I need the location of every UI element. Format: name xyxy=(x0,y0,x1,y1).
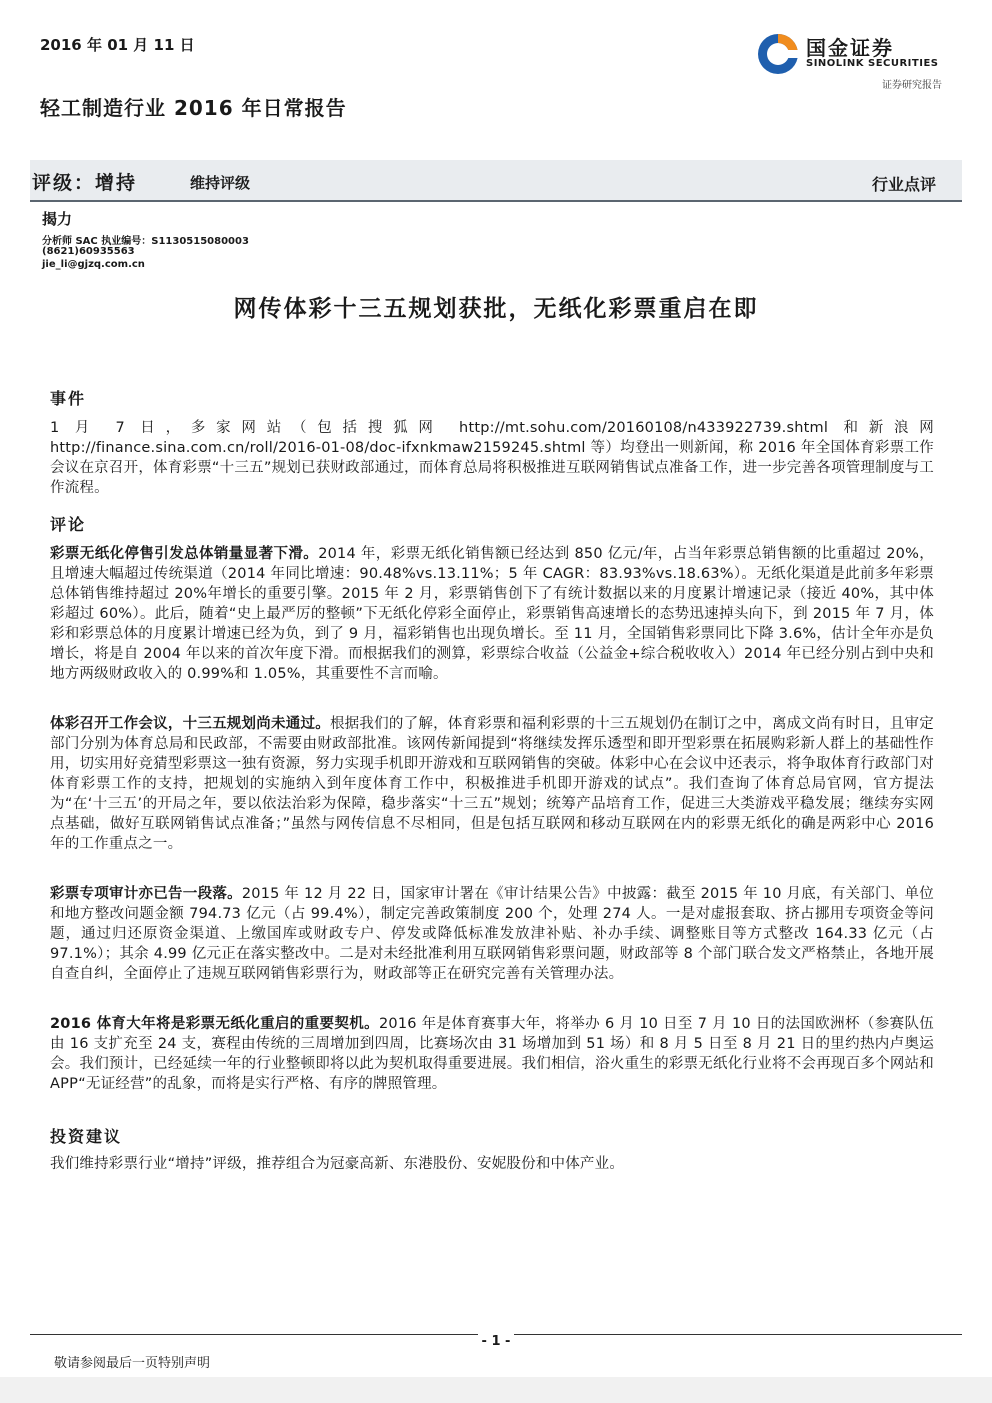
report-category: 行业点评 xyxy=(871,175,936,194)
company-logo xyxy=(756,30,946,92)
logo-subtitle: 证券研究报告 xyxy=(882,80,942,91)
page-number xyxy=(0,1334,992,1349)
logo-chinese-name: 国金证券 xyxy=(806,36,894,60)
page-number-text: - 1 - xyxy=(478,1334,515,1349)
comment-paragraph-2 xyxy=(50,714,934,854)
analyst-sac-number: 分析师 SAC 执业编号：S1130515080003 xyxy=(42,236,249,247)
report-series-title: 轻工制造行业 2016 年日常报告 xyxy=(40,96,347,120)
investment-paragraph: 我们维持彩票行业“增持”评级，推荐组合为冠豪高新、东港股份、安妮股份和中体产业。 xyxy=(50,1156,625,1172)
comment-paragraph-1 xyxy=(50,544,934,684)
analyst-phone: (8621)60935563 xyxy=(42,246,135,257)
comment-heading: 评论 xyxy=(50,515,87,534)
analyst-email[interactable]: jie_li@gjzq.com.cn xyxy=(42,259,145,270)
report-headline: 网传体彩十三五规划获批，无纸化彩票重启在即 xyxy=(233,296,759,322)
paragraph-3-text: 2015 年 12 月 22 日，国家审计署在《审计结果公告》中披露：截至 2015 年 10 月底，有关部门、单位和地方整改问题金额 794.73 亿元（占 99.4%），制定完善政策制度 200 个，处理 274 人。一是对虚报套取、挤占挪用专项资金等问题，通过归还原资金渠道、上缴国库或财政专户、停发或降低标准发放津补贴、补办手续、调整账目等方式整改 164.33 亿元（占 97.1%）；其余 4.99 亿元正在落实整改中。二是对未经批准利用互联网销售彩票问题，财政部等 8 个部门联合发文严格禁止，各地开展自查自纠，全面停止了违规互联网销售彩票行为，财政部等正在研究完善有关管理办法。 xyxy=(50,886,935,982)
rating-label: 评级：增持 xyxy=(32,172,138,194)
event-heading: 事件 xyxy=(50,389,87,408)
report-date: 2016 年 01 月 11 日 xyxy=(40,36,195,54)
paragraph-2-lead: 体彩召开工作会议，十三五规划尚未通过。 xyxy=(50,716,330,732)
paragraph-2-text: 根据我们的了解，体育彩票和福利彩票的十三五规划仍在制订之中，离成文尚有时日，且审定部门分别为体育总局和民政部，不需要由财政部批准。该网传新闻提到“将继续发挥乐透型和即开型彩票在拓展购彩新人群上的基础性作用，切实用好竞猜型彩票这一独有资源，努力实现手机即开游戏和互联网销售的突破。体彩中心在会议中还表示，将争取体育行政部门对体育彩票工作的支持，把规划的实施纳入到年度体育工作中，积极推进手机即开游戏的试点”。我们查询了体育总局官网，官方提法为“在‘十三五’的开局之年，要以依法治彩为保障，稳步落实“十三五”规划；统筹产品培育工作，促进三大类游戏平稳发展；继续夯实网点基础，做好互联网销售试点准备；”虽然与网传信息不尽相同，但是包括互联网和移动互联网在内的彩票无纸化的确是两彩中心 2016 年的工作重点之一。 xyxy=(50,716,934,852)
comment-paragraph-3 xyxy=(50,884,934,984)
investment-heading: 投资建议 xyxy=(50,1127,123,1146)
event-paragraph: 1 月 7 日，多家网站（包括搜狐网 http://mt.sohu.com/20160108/n433922739.shtml 和新浪网 http://finance.sina.com.cn/roll/2016-01-08/doc-ifxnkmaw2159245.shtml 等）均登出一则新闻，称 2016 年全国体育彩票工作会议在京召开，体育彩票“十三五”规划已获财政部通过，而体育总局将积极推进互联网销售试点准备工作，进一步完善各项管理制度与工作流程。 xyxy=(50,420,934,496)
analyst-name: 揭力 xyxy=(42,210,73,228)
sinolink-logo-icon xyxy=(756,32,800,76)
comment-paragraph-4 xyxy=(50,1014,934,1094)
paragraph-3-lead: 彩票专项审计亦已告一段落。 xyxy=(50,886,242,902)
footer-disclaimer-note: 敬请参阅最后一页特别声明 xyxy=(54,1356,211,1371)
rating-note: 维持评级 xyxy=(190,174,251,192)
paragraph-4-lead: 2016 体育大年将是彩票无纸化重启的重要契机。 xyxy=(50,1016,379,1032)
logo-english-name: SINOLINK SECURITIES xyxy=(806,58,939,69)
paragraph-1-lead: 彩票无纸化停售引发总体销量显著下滑。 xyxy=(50,546,319,562)
paragraph-4-text: 2016 年是体育赛事大年，将举办 6 月 10 日至 7 月 10 日的法国欧洲杯（参赛队伍由 16 支扩充至 24 支，赛程由传统的三周增加到四周，比赛场次由 31 场增加到 51 场）和 8 月 5 日至 8 月 21 日的里约热内卢奥运会。我们预计，已经延续一年的行业整顿即将以此为契机取得重要进展。我们相信，浴火重生的彩票无纸化行业将不会再现百多个网站和 APP“无证经营”的乱象，而将是实行严格、有序的牌照管理。 xyxy=(50,1016,935,1092)
paragraph-1-text: 2014 年，彩票无纸化销售额已经达到 850 亿元/年，占当年彩票总销售额的比重超过 20%，且增速大幅超过传统渠道（2014 年同比增速：90.48%vs.13.11%；5 年 CAGR：83.93%vs.18.63%）。无纸化渠道是此前多年彩票总体销售维持超过 20%年增长的重要引擎。2015 年 2 月，彩票销售创下了有统计数据以来的月度累计增速记录（接近 40%，其中体彩超过 60%）。此后，随着“史上最严厉的整顿”下无纸化停彩全面停止，彩票销售高速增长的态势迅速掉头向下，到 2015 年 7 月，体彩和彩票总体的月度累计增速已经为负，到了 9 月，福彩销售也出现负增长。至 11 月，全国销售彩票同比下降 3.6%，估计全年亦是负增长，将是自 2004 年以来的首次年度下滑。而根据我们的测算，彩票综合收益（公益金+综合税收收入）2014 年已经分别占到中央和地方两级财政收入的 0.99%和 1.05%，其重要性不言而喻。 xyxy=(50,546,934,682)
footer-strip xyxy=(0,1377,992,1403)
rating-bar xyxy=(30,160,962,202)
